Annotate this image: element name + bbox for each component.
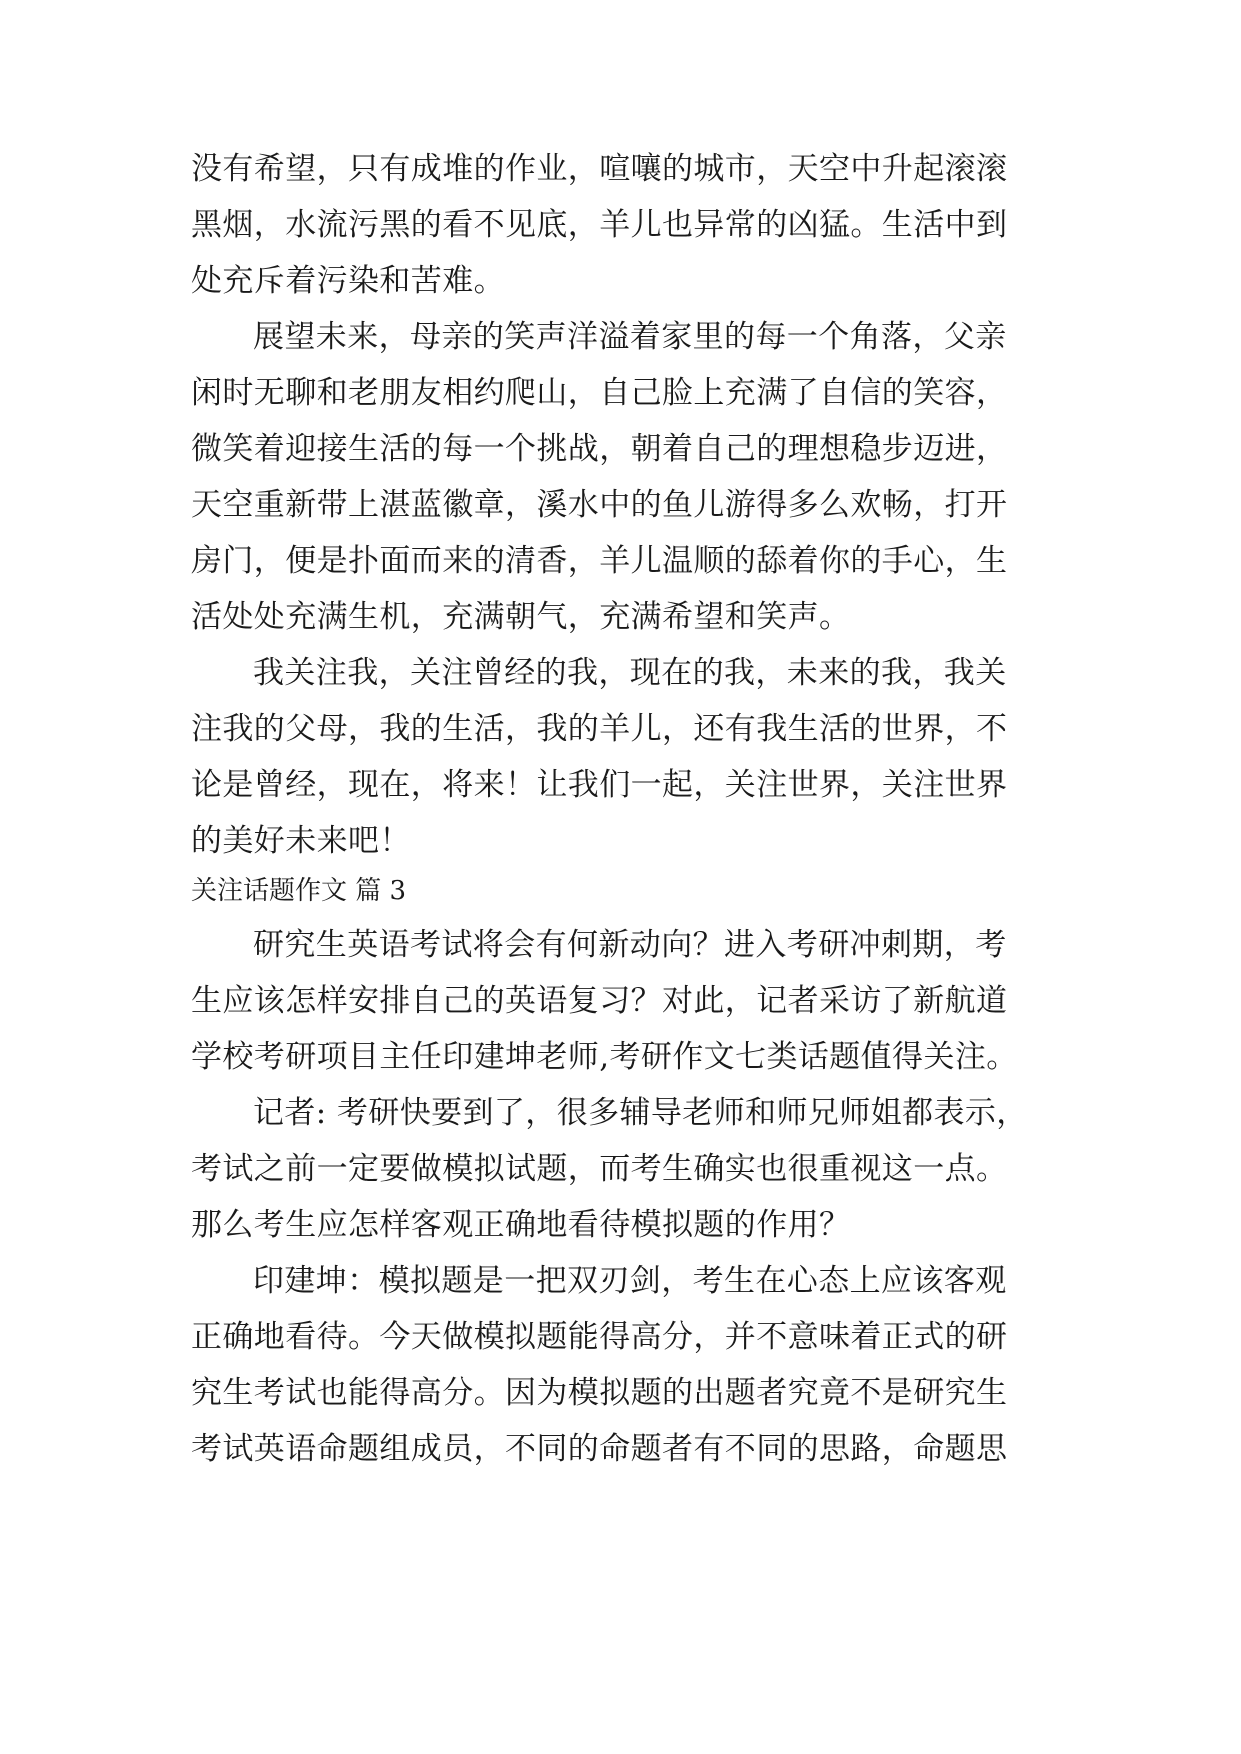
text-line: 论是曾经，现在，将来！让我们一起，关注世界，关注世界: [191, 767, 1008, 803]
text-line: 房门，便是扑面而来的清香，羊儿温顺的舔着你的手心，生: [191, 543, 1008, 579]
text-line: 究生考试也能得高分。因为模拟题的出题者究竟不是研究生: [191, 1375, 1008, 1411]
text-line: 天空重新带上湛蓝徽章，溪水中的鱼儿游得多么欢畅，打开: [191, 487, 1008, 523]
text-line: 印建坤：模拟题是一把双刃剑，考生在心态上应该客观: [253, 1263, 1007, 1299]
text-line: 的美好未来吧！: [191, 823, 411, 859]
text-line: 记者: 考研快要到了，很多辅导老师和师兄师姐都表示，: [253, 1095, 1028, 1131]
section-heading: 关注话题作文 篇 3: [191, 876, 407, 906]
text-line: 生应该怎样安排自己的英语复习？对此，记者采访了新航道: [191, 983, 1008, 1019]
text-line: 那么考生应怎样客观正确地看待模拟题的作用？: [191, 1207, 851, 1243]
text-line: 活处处充满生机，充满朝气，充满希望和笑声。: [191, 599, 851, 635]
text-line: 微笑着迎接生活的每一个挑战，朝着自己的理想稳步迈进，: [191, 431, 1008, 467]
text-line: 注我的父母，我的生活，我的羊儿，还有我生活的世界，不: [191, 711, 1008, 747]
text-line: 考试之前一定要做模拟试题，而考生确实也很重视这一点。: [191, 1151, 1008, 1187]
text-line: 闲时无聊和老朋友相约爬山，自己脸上充满了自信的笑容，: [191, 375, 1008, 411]
text-line: 研究生英语考试将会有何新动向？进入考研冲刺期，考: [253, 927, 1007, 963]
text-line: 展望未来，母亲的笑声洋溢着家里的每一个角落，父亲: [253, 319, 1007, 355]
text-line: 考试英语命题组成员，不同的命题者有不同的思路，命题思: [191, 1431, 1008, 1467]
text-line: 处充斥着污染和苦难。: [191, 263, 505, 299]
text-line: 学校考研项目主任印建坤老师,考研作文七类话题值得关注。: [191, 1039, 1018, 1075]
text-line: 正确地看待。今天做模拟题能得高分，并不意味着正式的研: [191, 1319, 1008, 1355]
text-line: 黑烟，水流污黑的看不见底，羊儿也异常的凶猛。生活中到: [191, 207, 1008, 243]
text-line: 没有希望，只有成堆的作业，喧嚷的城市，天空中升起滚滚: [191, 151, 1008, 187]
text-line: 我关注我，关注曾经的我，现在的我，未来的我，我关: [253, 655, 1007, 691]
